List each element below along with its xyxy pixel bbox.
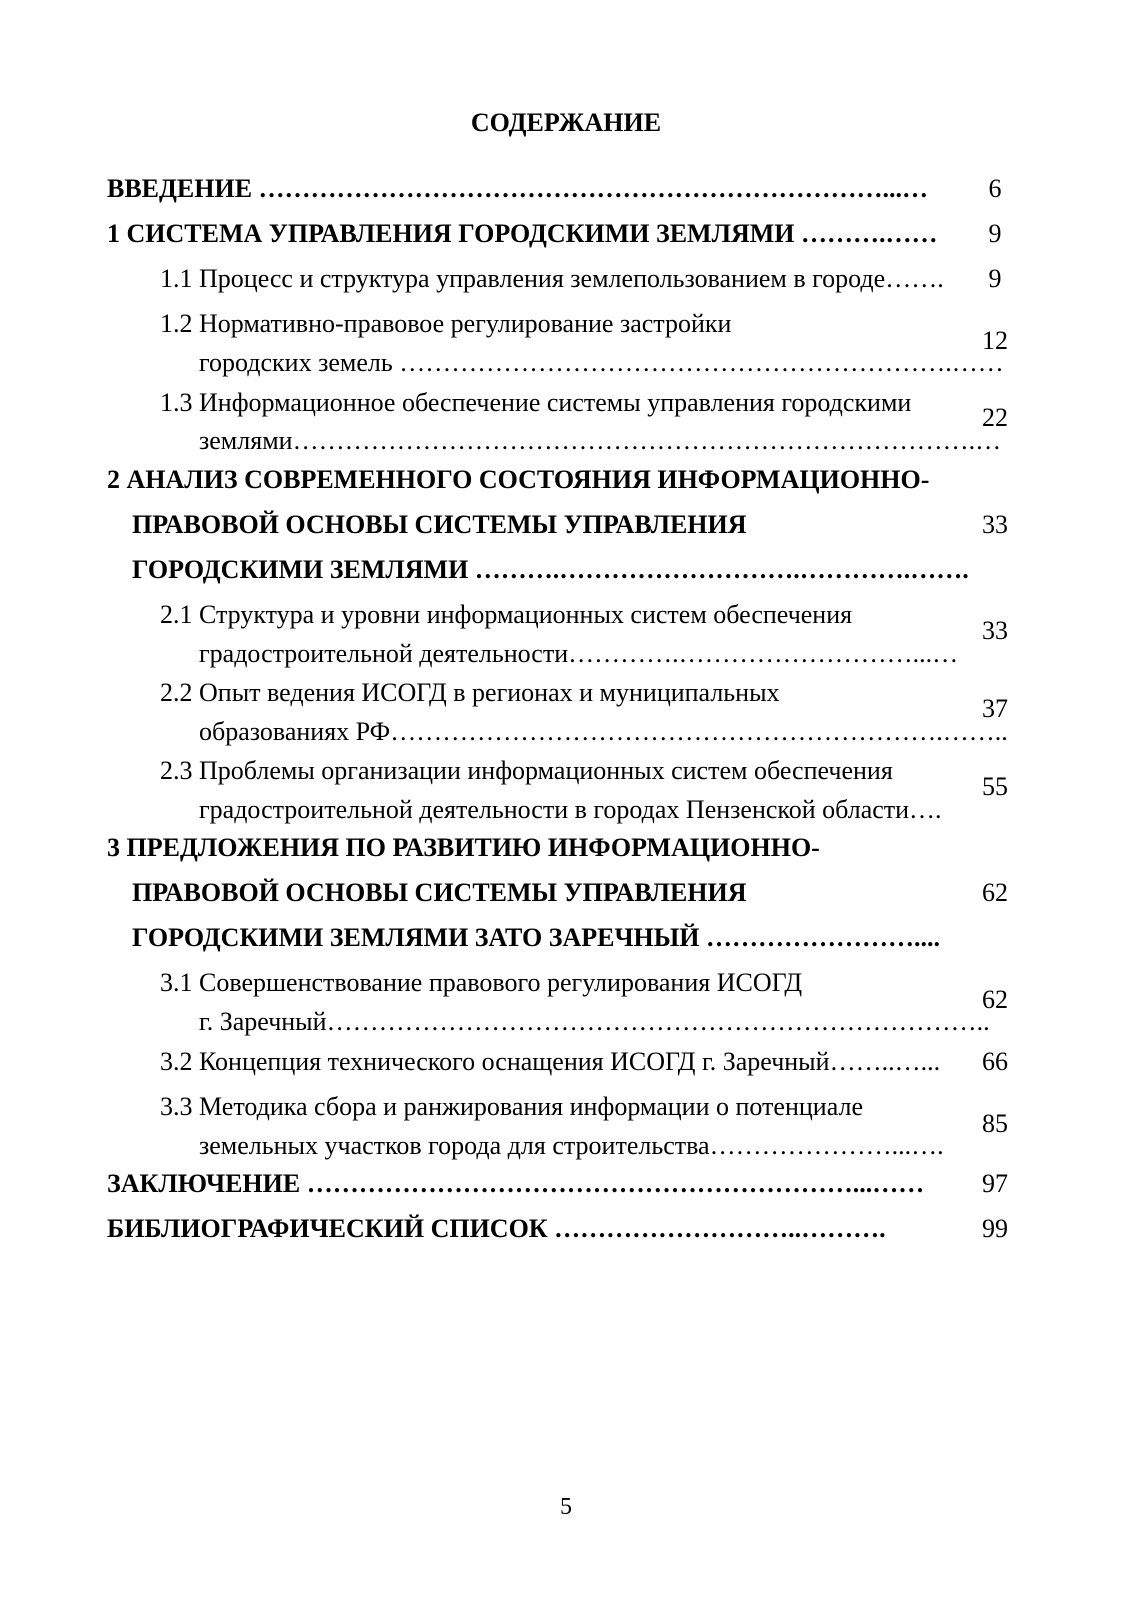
- toc-entry-text: 1.1 Процесс и структура управления землепользованием в городе…….: [160, 264, 944, 293]
- toc-page-number: 55: [982, 772, 1008, 801]
- toc-entry-text: 2.2 Опыт ведения ИСОГД в регионах и муниципальных: [160, 678, 780, 707]
- toc-entry-text: БИБЛИОГРАФИЧЕСКИЙ СПИСОК ………………………..……….: [107, 1214, 886, 1243]
- toc-entry-text: городских земель ……………………………………………………….……: [199, 348, 1004, 377]
- toc-entry-text: г. Заречный…………………………………………………………………..: [199, 1007, 990, 1036]
- toc-entry-text: 2.1 Структура и уровни информационных систем обеспечения: [160, 600, 853, 629]
- toc-page-number: 9: [988, 264, 1002, 293]
- toc-entry-text: ГОРОДСКИМИ ЗЕМЛЯМИ ЗАТО ЗАРЕЧНЫЙ ……………………....: [132, 923, 941, 952]
- toc-page-number: 99: [982, 1214, 1008, 1243]
- page-number: 5: [560, 1494, 572, 1520]
- toc-page-number: 62: [982, 878, 1008, 907]
- toc-entry-text: образованиях РФ……………………………………………………….……..: [199, 717, 1008, 746]
- toc-entry-text: 1 СИСТЕМА УПРАВЛЕНИЯ ГОРОДСКИМИ ЗЕМЛЯМИ ……….……: [107, 219, 938, 248]
- toc-entry-text: землями…………………………………………………………………….…: [199, 426, 1002, 455]
- toc-entry-text: 1.3 Информационное обеспечение системы управления городскими: [160, 388, 912, 417]
- toc-page-number: 22: [982, 403, 1008, 432]
- toc-page-number: 6: [988, 174, 1002, 203]
- toc-entry-text: ПРАВОВОЙ ОСНОВЫ СИСТЕМЫ УПРАВЛЕНИЯ: [132, 878, 747, 907]
- toc-entry-text: градостроительной деятельности………….………………………...…: [199, 639, 959, 668]
- toc-page-number: 9: [988, 219, 1002, 248]
- toc-entry-text: 3 ПРЕДЛОЖЕНИЯ ПО РАЗВИТИЮ ИНФОРМАЦИОННО-: [107, 833, 820, 862]
- toc-entry-text: 3.1 Совершенствование правового регулирования ИСОГД: [160, 968, 803, 997]
- toc-page-number: 62: [982, 985, 1008, 1014]
- toc-entry-text: 2 АНАЛИЗ СОВРЕМЕННОГО СОСТОЯНИЯ ИНФОРМАЦИОННО-: [107, 465, 930, 494]
- toc-title: СОДЕРЖАНИЕ: [470, 108, 662, 137]
- toc-page-number: 97: [982, 1169, 1008, 1198]
- toc-page-number: 33: [982, 510, 1008, 539]
- toc-entry-text: ВВЕДЕНИЕ ………………………………………………………………...…: [107, 174, 929, 203]
- toc-page-number: 33: [982, 616, 1008, 645]
- toc-entry-text: 3.2 Концепция технического оснащения ИСОГД г. Заречный……..…...: [160, 1047, 941, 1076]
- toc-entry-text: ПРАВОВОЙ ОСНОВЫ СИСТЕМЫ УПРАВЛЕНИЯ: [132, 510, 747, 539]
- toc-entry-text: градостроительной деятельности в городах Пензенской области….: [199, 795, 942, 824]
- toc-page-number: 12: [982, 326, 1008, 355]
- toc-entry-text: 1.2 Нормативно-правовое регулирование застройки: [160, 309, 732, 338]
- toc-page-number: 37: [982, 694, 1008, 723]
- toc-entry-text: ГОРОДСКИМИ ЗЕМЛЯМИ ……….……………………….………….…….: [132, 555, 969, 584]
- toc-entry-text: 3.3 Методика сбора и ранжирования информации о потенциале: [160, 1092, 863, 1121]
- toc-entry-text: земельных участков города для строительства…………………...….: [199, 1131, 944, 1160]
- toc-page-number: 85: [982, 1109, 1008, 1138]
- toc-entry-text: ЗАКЛЮЧЕНИЕ ………………………………………………………...……: [107, 1169, 925, 1198]
- toc-page-number: 66: [982, 1047, 1008, 1076]
- toc-entry-text: 2.3 Проблемы организации информационных систем обеспечения: [160, 756, 893, 785]
